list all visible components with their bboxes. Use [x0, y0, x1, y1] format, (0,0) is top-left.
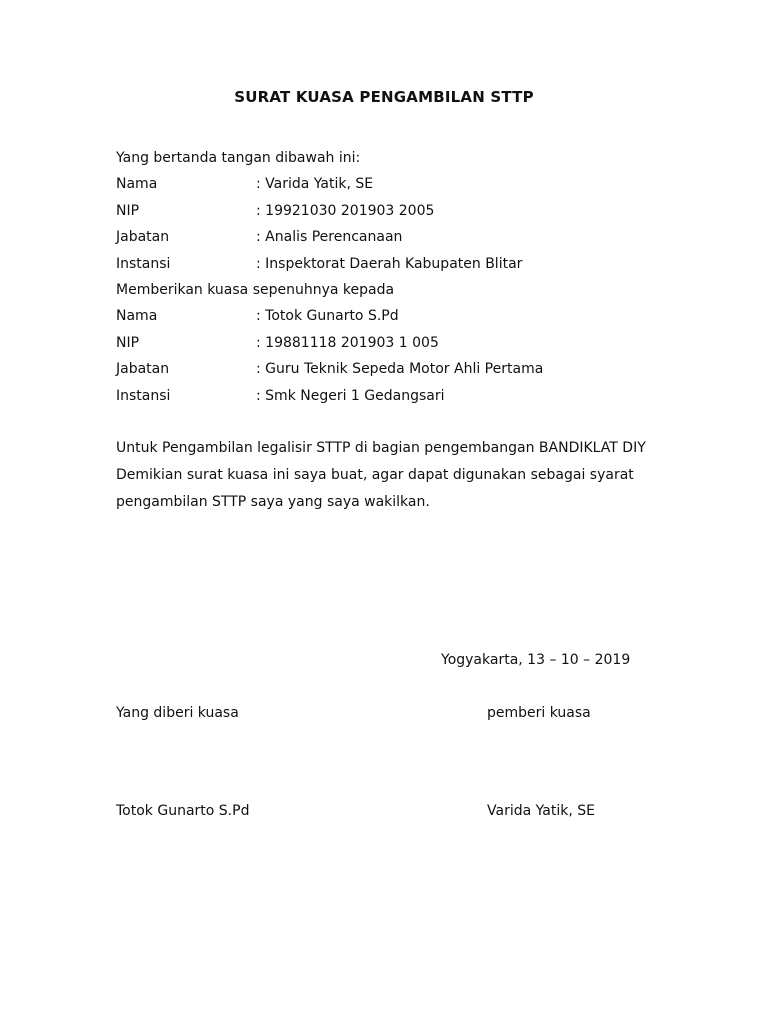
body-line-2: Demikian surat kuasa ini saya buat, agar dapat digunakan sebagai syarat — [116, 467, 634, 483]
place-date: Yogyakarta, 13 – 10 – 2019 — [441, 652, 631, 668]
grantor-position-label: Jabatan — [116, 229, 170, 245]
grantee-position-value: : Guru Teknik Sepeda Motor Ahli Pertama — [256, 361, 544, 377]
body-line-1: Untuk Pengambilan legalisir STTP di bagian pengembangan BANDIKLAT DIY — [116, 440, 646, 456]
signature-right-caption: pemberi kuasa — [487, 705, 591, 721]
grantee-name-value: : Totok Gunarto S.Pd — [256, 308, 399, 324]
body-line-3: pengambilan STTP saya yang saya wakilkan. — [116, 494, 430, 510]
grantor-agency-label: Instansi — [116, 256, 171, 272]
grantor-name-value: : Varida Yatik, SE — [256, 176, 374, 192]
grantee-agency-label: Instansi — [116, 388, 171, 404]
intro-text: Yang bertanda tangan dibawah ini: — [116, 150, 361, 166]
grantee-nip-label: NIP — [116, 335, 140, 351]
grantor-name-label: Nama — [116, 176, 158, 192]
grantor-agency-value: : Inspektorat Daerah Kabupaten Blitar — [256, 256, 523, 272]
grantee-position-label: Jabatan — [116, 361, 170, 377]
signature-right-name: Varida Yatik, SE — [487, 803, 595, 819]
signature-left-name: Totok Gunarto S.Pd — [116, 803, 250, 819]
grantee-agency-value: : Smk Negeri 1 Gedangsari — [256, 388, 445, 404]
signature-left-caption: Yang diberi kuasa — [116, 705, 239, 721]
grantor-position-value: : Analis Perencanaan — [256, 229, 403, 245]
grant-statement: Memberikan kuasa sepenuhnya kepada — [116, 282, 395, 298]
grantee-nip-value: : 19881118 201903 1 005 — [256, 335, 439, 351]
grantor-nip-value: : 19921030 201903 2005 — [256, 203, 435, 219]
grantor-nip-label: NIP — [116, 203, 140, 219]
grantee-name-label: Nama — [116, 308, 158, 324]
document-title: SURAT KUASA PENGAMBILAN STTP — [234, 88, 534, 106]
